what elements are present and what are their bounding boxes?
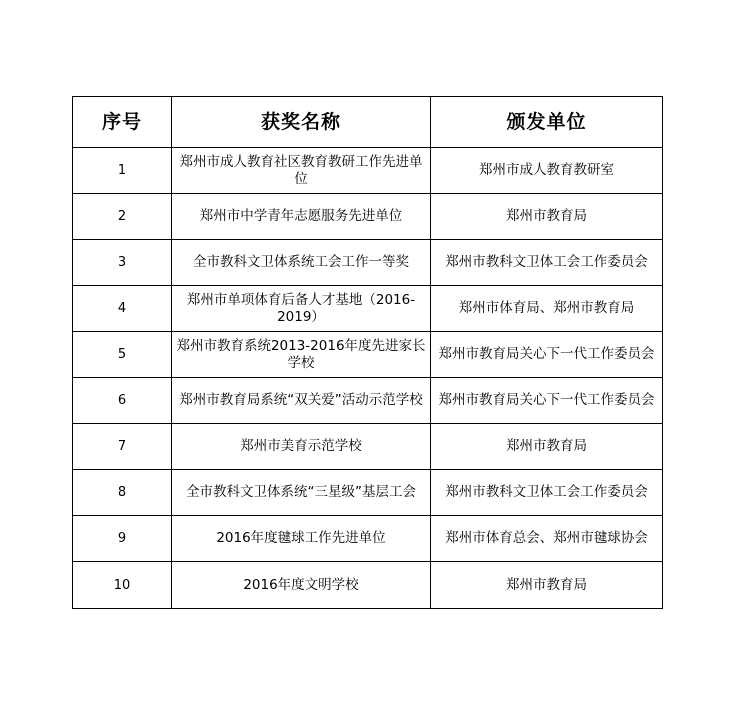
- table-row: [73, 562, 663, 609]
- row-issuing-unit: 郑州市教育局: [431, 424, 663, 470]
- row-award-name: 郑州市美育示范学校: [172, 424, 431, 470]
- row-issuing-unit: 郑州市教科文卫体工会工作委员会: [431, 240, 663, 286]
- row-issuing-unit: 郑州市教科文卫体工会工作委员会: [431, 470, 663, 516]
- awards-table: [72, 96, 663, 609]
- row-issuing-unit: 郑州市教育局关心下一代工作委员会: [431, 332, 663, 378]
- table-row: [73, 286, 663, 332]
- row-index: 2: [73, 194, 172, 240]
- table-header: [73, 97, 663, 148]
- header-index: 序号: [73, 97, 172, 148]
- table-row: [73, 194, 663, 240]
- row-index: 3: [73, 240, 172, 286]
- row-issuing-unit: 郑州市体育总会、郑州市毽球协会: [431, 516, 663, 562]
- row-award-name: 郑州市教育系统2013-2016年度先进家长学校: [172, 332, 431, 378]
- row-index: 9: [73, 516, 172, 562]
- row-award-name: 全市教科文卫体系统“三星级”基层工会: [172, 470, 431, 516]
- row-issuing-unit: 郑州市成人教育教研室: [431, 148, 663, 194]
- row-award-name: 郑州市成人教育社区教育教研工作先进单位: [172, 148, 431, 194]
- row-award-name: 全市教科文卫体系统工会工作一等奖: [172, 240, 431, 286]
- row-award-name: 郑州市教育局系统“双关爱”活动示范学校: [172, 378, 431, 424]
- table-row: [73, 378, 663, 424]
- row-index: 8: [73, 470, 172, 516]
- row-award-name: 2016年度文明学校: [172, 562, 431, 609]
- row-index: 10: [73, 562, 172, 609]
- table-row: [73, 148, 663, 194]
- row-award-name: 郑州市中学青年志愿服务先进单位: [172, 194, 431, 240]
- header-row: [73, 97, 663, 148]
- row-index: 7: [73, 424, 172, 470]
- row-issuing-unit: 郑州市教育局关心下一代工作委员会: [431, 378, 663, 424]
- header-issuing-unit: 颁发单位: [431, 97, 663, 148]
- table-row: [73, 240, 663, 286]
- row-issuing-unit: 郑州市教育局: [431, 194, 663, 240]
- table-row: [73, 516, 663, 562]
- row-issuing-unit: 郑州市体育局、郑州市教育局: [431, 286, 663, 332]
- header-award-name: 获奖名称: [172, 97, 431, 148]
- row-index: 1: [73, 148, 172, 194]
- row-index: 5: [73, 332, 172, 378]
- table-row: [73, 470, 663, 516]
- row-award-name: 2016年度毽球工作先进单位: [172, 516, 431, 562]
- row-issuing-unit: 郑州市教育局: [431, 562, 663, 609]
- table-row: [73, 424, 663, 470]
- table-body: [73, 148, 663, 609]
- row-award-name: 郑州市单项体育后备人才基地（2016-2019）: [172, 286, 431, 332]
- row-index: 6: [73, 378, 172, 424]
- table-row: [73, 332, 663, 378]
- row-index: 4: [73, 286, 172, 332]
